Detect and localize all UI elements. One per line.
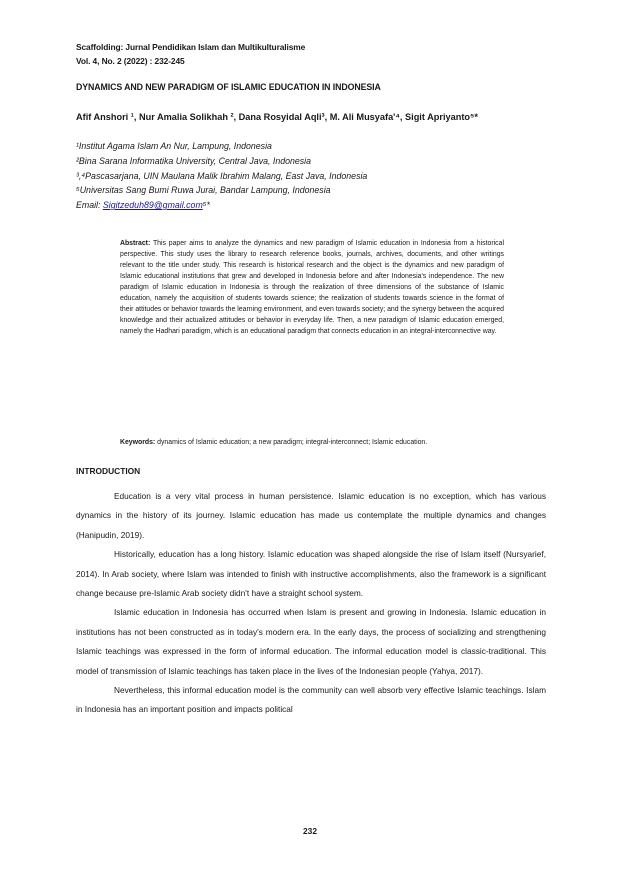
affiliation-1: ¹Institut Agama Islam An Nur, Lampung, Indonesia xyxy=(76,141,272,151)
paragraph: Historically, education has a long history. Islamic education was shaped alongside the rise of Islam itself (Nursyarief, 2014). In Arab society, where Islam was intended to finish with instructive accomplishments, also the framework is a significant change because pre-Islamic Arab society didn't have a straight school system. xyxy=(76,549,546,599)
email-suffix: ⁵* xyxy=(202,200,210,211)
paragraph: Nevertheless, this informal education model is the community can well absorb very effective Islamic teachings. Islam in Indonesia has an important position and impacts political xyxy=(76,685,546,715)
section-heading-introduction: INTRODUCTION xyxy=(76,466,141,476)
email-line xyxy=(76,198,367,213)
abstract-text: This paper aims to analyze the dynamics and new paradigm of Islamic education in Indonesia from a historical perspective. This study uses the library to research reference books, journals, archives, documents, and other writings relevant to the title under study. This research is historical research and the object is the dynamics and new paradigm of Islamic educational institutions that grew and developed in Indonesia before and after Indonesia's independence. The new paradigm of Islamic education in Indonesia is through the realization of three dimensions of the substance of Islamic education, namely the acquisition of students towards science; the realization of students towards science in the format of their attitudes or behavior towards the learning environment, and even towards society; and the synergy between the acquired knowledge and their actualized attitudes or behavior in everyday life. Then, a new paradigm of Islamic education emerged, namely the Hadhari paradigm, which is an educational paradigm that connects education in an integral-interconnective way. xyxy=(120,240,504,336)
article-title: DYNAMICS AND NEW PARADIGM OF ISLAMIC EDUCATION IN INDONESIA xyxy=(76,82,381,92)
email-label: Email: xyxy=(76,200,103,211)
journal-header xyxy=(76,40,305,68)
abstract-block xyxy=(120,238,504,337)
keywords-text: dynamics of Islamic education; a new paradigm; integral-interconnect; Islamic education. xyxy=(157,439,428,446)
introduction-body xyxy=(76,487,546,720)
affiliation-list xyxy=(76,139,367,213)
paragraph: Islamic education in Indonesia has occurred when Islam is present and growing in Indonesia. Islamic education in institutions has not been constructed as in today's modern era. In the early days, the process of socializing and strengthening Islamic teachings was expressed in the form of informal education. The informal education model is classic-traditional. This model of transmission of Islamic teachings has taken place in the lives of the Indonesian people (Yahya, 2017). xyxy=(76,607,546,676)
page-number: 232 xyxy=(303,826,317,836)
author-list: Afif Anshori ¹, Nur Amalia Solikhah ², Dana Rosyidal Aqli³, M. Ali Musyafa'⁴, Sigit Apriyanto⁵* xyxy=(76,112,478,122)
journal-volume: Vol. 4, No. 2 (2022) : 232-245 xyxy=(76,56,185,66)
keywords-label: Keywords: xyxy=(120,439,156,446)
email-link[interactable]: Sigitzeduh89@gmail.com xyxy=(102,200,203,211)
affiliation-3: ³,⁴Pascasarjana, UIN Maulana Malik Ibrahim Malang, East Java, Indonesia xyxy=(76,170,368,181)
journal-name: Scaffolding: Jurnal Pendidikan Islam dan Multikulturalisme xyxy=(76,42,306,52)
keywords-block xyxy=(120,437,504,448)
affiliation-2: ²Bina Sarana Informatika University, Central Java, Indonesia xyxy=(76,155,312,166)
affiliation-4: ⁵Universitas Sang Bumi Ruwa Jurai, Bandar Lampung, Indonesia xyxy=(76,185,331,196)
paragraph: Education is a very vital process in human persistence. Islamic education is no exception, which has various dynamics in the history of its journey. Islamic education has made us contemplate the multiple dynamics and changes (Hanipudin, 2019). xyxy=(76,491,546,540)
abstract-label: Abstract: xyxy=(120,240,151,247)
